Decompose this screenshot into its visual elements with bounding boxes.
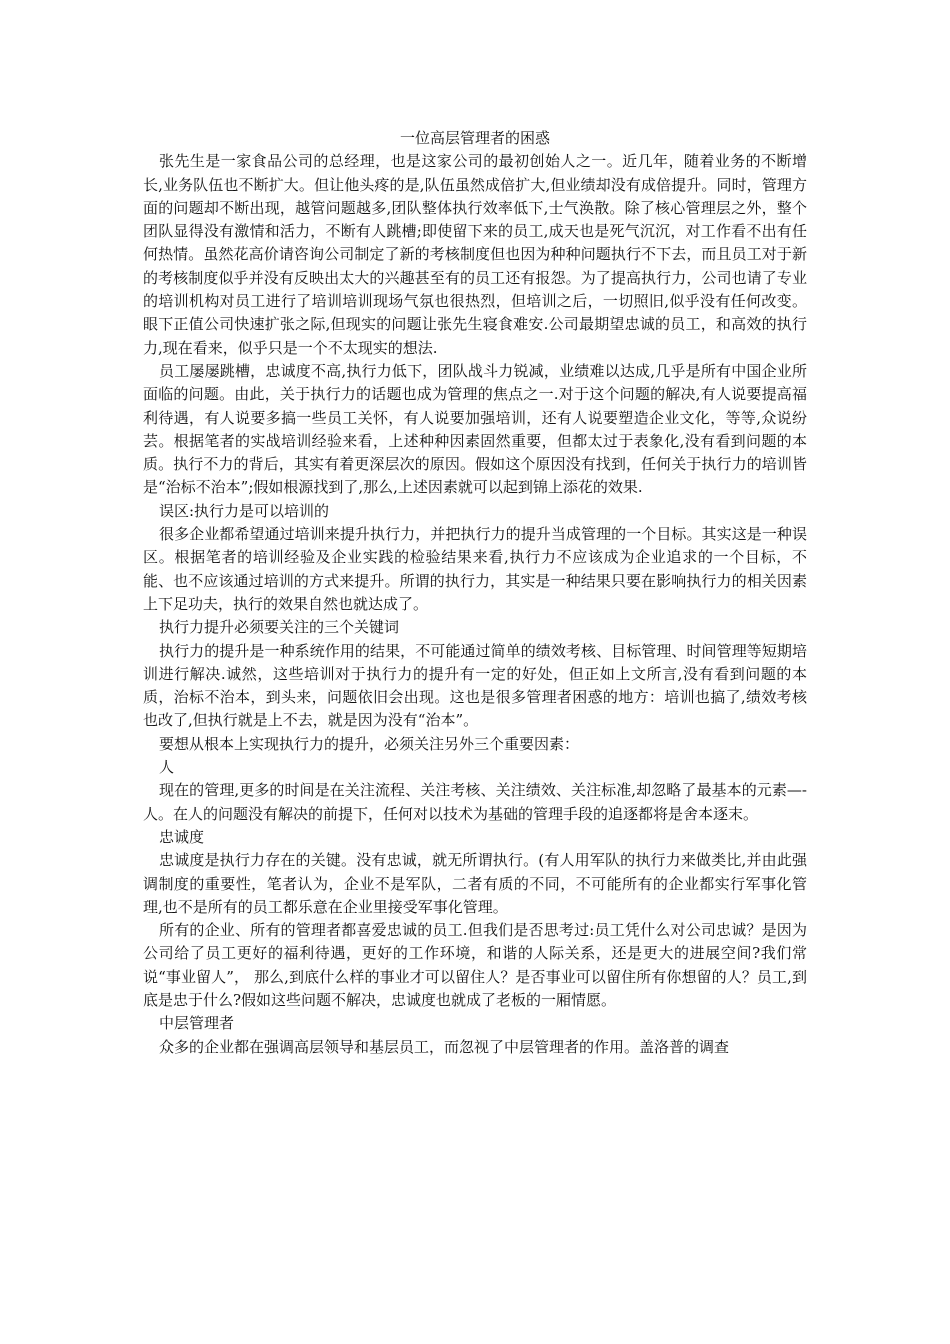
section-heading-keywords: 执行力提升必须要关注的三个关键词 — [159, 618, 400, 637]
intro-paragraph-2: 员工屡屡跳槽，忠诚度不高,执行力低下，团队战斗力锐减，业绩难以达成,几乎是所有中国企业所面临的问题。由此，关于执行力的话题也成为管理的焦点之一.对于这个问题的解决,有人说要提高福利待遇，有人说要多搞一些员工关怀，有人说要加强培训，还有人说要塑造企业文化，等等,众说纷芸。根据笔者的实战培训经验来看，上述种种因素固然重要，但都太过于表象化,没有看到问题的本质。执行不力的背后，其实有着更深层次的原因。假如这个原因没有找到，任何关于执行力的培训皆是“治标不治本”;假如根源找到了,那么,上述因素就可以起到锦上添花的效果. — [143, 361, 807, 497]
factor-heading-people: 人 — [159, 758, 175, 777]
document-body — [143, 127, 807, 1059]
factor-heading-middle-managers: 中层管理者 — [159, 1014, 235, 1033]
misconception-paragraph: 很多企业都希望通过培训来提升执行力，并把执行力的提升当成管理的一个目标。其实这是一种误区。根据笔者的培训经验及企业实践的检验结果来看,执行力不应该成为企业追求的一个目标，不能、也不应该通过培训的方式来提升。所谓的执行力，其实是一种结果只要在影响执行力的相关因素上下足功夫，执行的效果自然也就达成了。 — [143, 525, 807, 613]
section-heading-misconception: 误区:执行力是可以培训的 — [159, 501, 330, 520]
factor-heading-loyalty: 忠诚度 — [159, 827, 205, 846]
loyalty-paragraph-2: 所有的企业、所有的管理者都喜爱忠诚的员工.但我们是否思考过:员工凭什么对公司忠诚？是因为公司给了员工更好的福利待遇，更好的工作环境，和谐的人际关系，还是更大的进展空间?我们常说“事业留人”， 那么,到底什么样的事业才可以留住人？是否事业可以留住所有你想留的人？员工,到底是忠于什么?假如这些问题不解决，忠诚度也就成了老板的一厢情愿。 — [143, 921, 807, 1009]
people-paragraph: 现在的管理,更多的时间是在关注流程、关注考核、关注绩效、关注标准,却忽略了最基本的元素—-人。在人的问题没有解决的前提下，任何对以技术为基础的管理手段的追逐都将是舍本逐末。 — [143, 781, 807, 823]
keywords-paragraph-1: 执行力的提升是一种系统作用的结果，不可能通过简单的绩效考核、目标管理、时间管理等短期培训进行解决.诚然，这些培训对于执行力的提升有一定的好处，但正如上文所言,没有看到问题的本质，治标不治本，到头来，问题依旧会出现。这也是很多管理者困惑的地方：培训也搞了,绩效考核也改了,但执行就是上不去，就是因为没有“治本”。 — [143, 641, 807, 730]
intro-paragraph-1: 张先生是一家食品公司的总经理，也是这家公司的最初创始人之一。近几年，随着业务的不断增长,业务队伍也不断扩大。但让他头疼的是,队伍虽然成倍扩大,但业绩却没有成倍提升。同时，管理方面的问题却不断出现，越管问题越多,团队整体执行效率低下,士气涣散。除了核心管理层之外，整个团队显得没有激情和活力，不断有人跳槽;即使留下来的员工,成天也是死气沉沉，对工作看不出有任何热情。虽然花高价请咨询公司制定了新的考核制度但也因为种种问题执行不下去，而且员工对于新的考核制度似乎并没有反映出太大的兴趣甚至有的员工还有报怨。为了提高执行力，公司也请了专业的培训机构对员工进行了培训培训现场气氛也很热烈，但培训之后，一切照旧,似乎没有任何改变。眼下正值公司快速扩张之际,但现实的问题让张先生寝食难安.公司最期望忠诚的员工，和高效的执行力,现在看来，似乎只是一个不太现实的想法. — [143, 152, 807, 357]
keywords-paragraph-2: 要想从根本上实现执行力的提升，必须关注另外三个重要因素： — [159, 734, 580, 753]
middle-managers-paragraph: 众多的企业都在强调高层领导和基层员工，而忽视了中层管理者的作用。盖洛普的调查 — [159, 1037, 730, 1056]
document-title: 一位高层管理者的困惑 — [399, 129, 550, 147]
loyalty-paragraph-1: 忠诚度是执行力存在的关键。没有忠诚，就无所谓执行。(有人用军队的执行力来做类比,并由此强调制度的重要性，笔者认为，企业不是军队，二者有质的不同，不可能所有的企业都实行军事化管理,也不是所有的员工都乐意在企业里接受军事化管理。 — [143, 851, 807, 916]
